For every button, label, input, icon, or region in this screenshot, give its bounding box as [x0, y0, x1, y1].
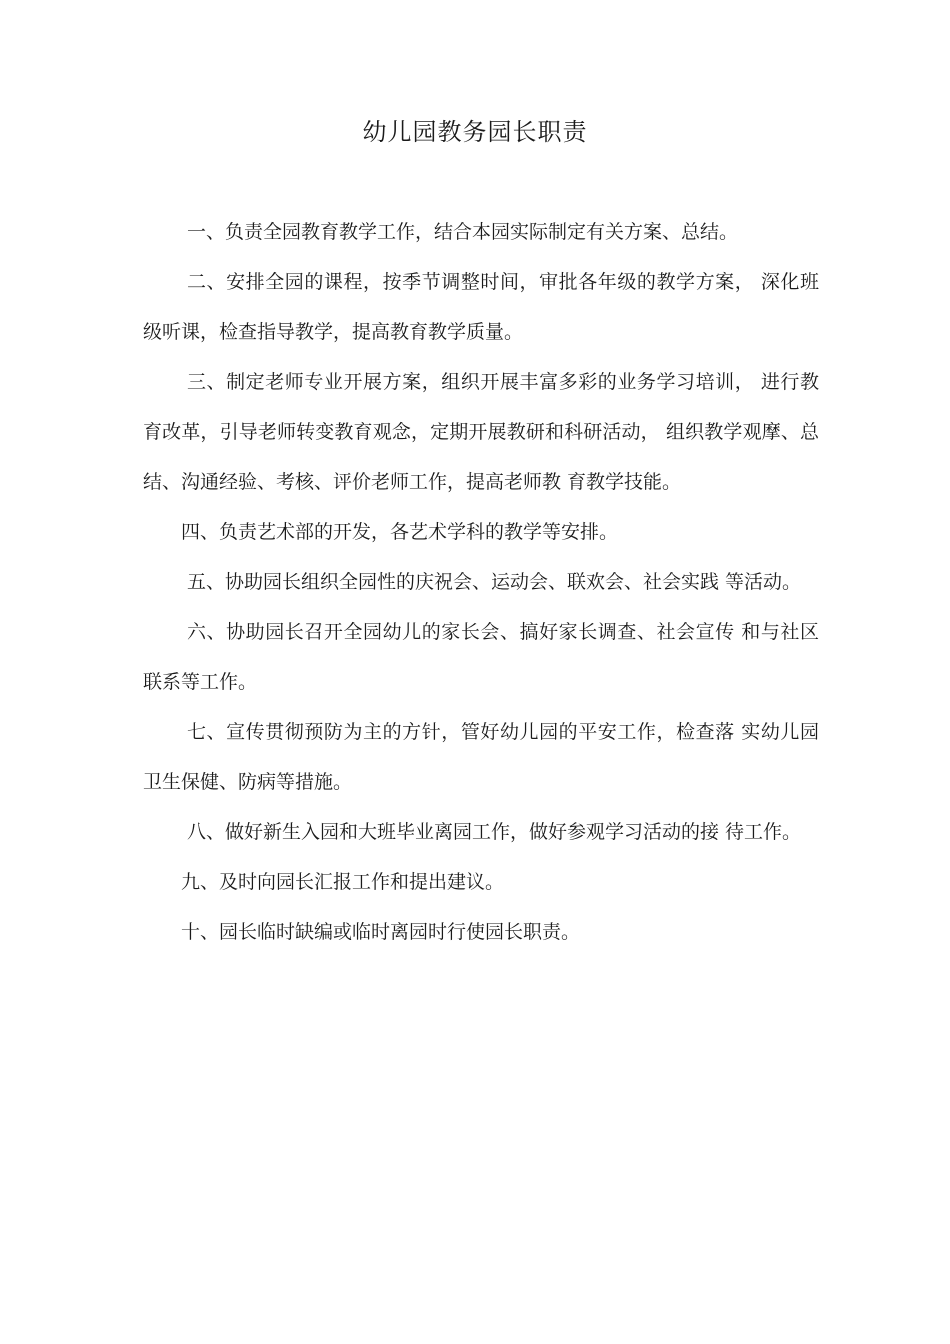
- duty-item-4: 四、负责艺术部的开发，各艺术学科的教学等安排。: [181, 521, 619, 543]
- duty-item-1: 一、负责全园教育教学工作，结合本园实际制定有关方案、总结。: [187, 221, 739, 243]
- duty-item-3: 三、制定老师专业开展方案，组织开展丰富多彩的业务学习培训， 进行教育改革，引导老师转变教育观念，定期开展教研和科研活动， 组织教学观摩、总结、沟通经验、考核、评价老师工作，提高老师教 育教学技能。: [143, 371, 819, 493]
- duty-item-8: 八、做好新生入园和大班毕业离园工作，做好参观学习活动的接 待工作。: [187, 821, 802, 843]
- duty-item-9: 九、及时向园长汇报工作和提出建议。: [181, 871, 505, 893]
- duty-item-7: 七、宣传贯彻预防为主的方针，管好幼儿园的平安工作，检查落 实幼儿园卫生保健、防病等措施。: [143, 721, 819, 793]
- document-title: 幼儿园教务园长职责: [362, 118, 588, 146]
- duty-item-10: 十、园长临时缺编或临时离园时行使园长职责。: [181, 921, 581, 943]
- duty-item-5: 五、协助园长组织全园性的庆祝会、运动会、联欢会、社会实践 等活动。: [187, 571, 802, 593]
- duty-item-2: 二、安排全园的课程，按季节调整时间，审批各年级的教学方案， 深化班级听课，检查指导教学，提高教育教学质量。: [143, 271, 819, 343]
- document-body: [143, 207, 819, 957]
- duty-item-6: 六、协助园长召开全园幼儿的家长会、搞好家长调查、社会宣传 和与社区联系等工作。: [143, 621, 819, 693]
